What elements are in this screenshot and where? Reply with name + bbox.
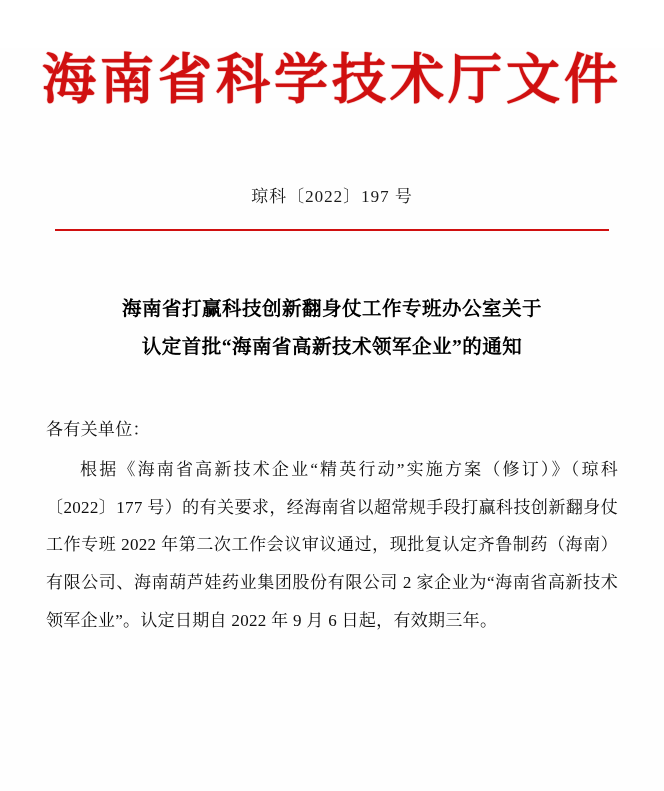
document-number: 琼科〔2022〕197 号	[251, 187, 413, 207]
document-title-line-1: 海南省打赢科技创新翻身仗工作专班办公室关于	[121, 299, 542, 321]
document-masthead: 海南省科学技术厅文件	[42, 47, 622, 111]
document-salutation: 各有关单位：	[46, 420, 150, 440]
document-title	[62, 291, 602, 367]
document-title-line-2: 认定首批“海南省高新技术领军企业”的通知	[141, 337, 523, 359]
red-divider-rule	[55, 229, 609, 231]
document-body	[46, 411, 618, 639]
document-paragraph-1: 根据《海南省高新技术企业“精英行动”实施方案（修订）》（琼科〔2022〕177 号）的有关要求，经海南省以超常规手段打赢科技创新翻身仗工作专班 2022 年第二次工作会议审议通过，现批复认定齐鲁制药（海南）有限公司、海南葫芦娃药业集团股份有限公司 2 家企业为“海南省高新技术领军企业”。认定日期自 2022 年 9 月 6 日起，有效期三年。	[46, 459, 618, 630]
document-page	[0, 48, 664, 791]
